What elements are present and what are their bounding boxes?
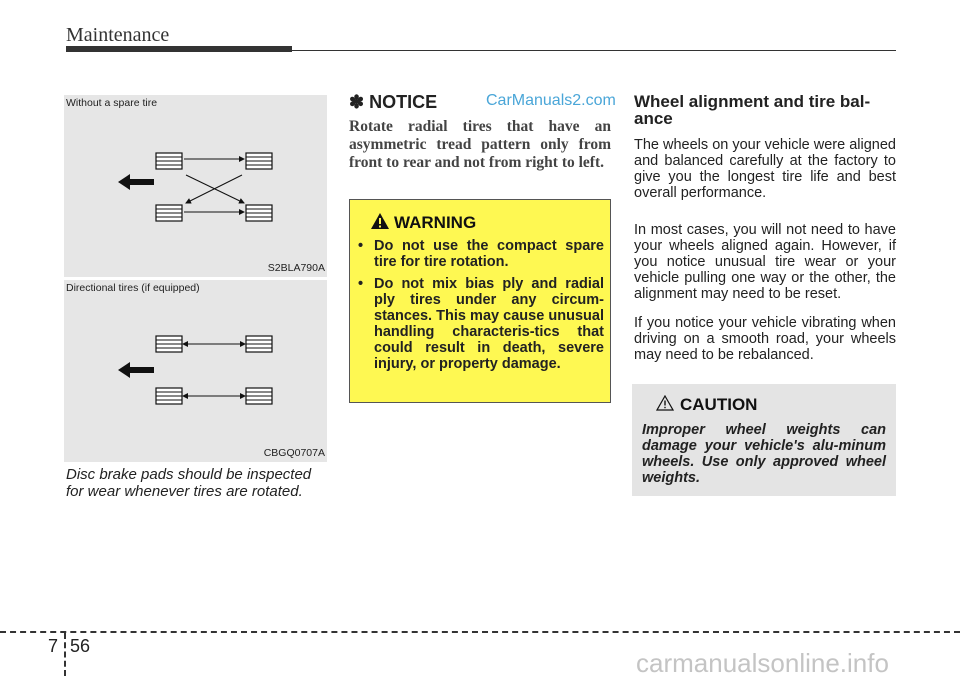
figure-code: CBGQ0707A: [263, 447, 325, 459]
footer-rule: [0, 631, 960, 633]
figure-code: S2BLA790A: [267, 262, 325, 274]
figure-label: Directional tires (if equipped): [66, 282, 200, 294]
wheel-alignment-paragraph: If you notice your vehicle vibrating when driving on a smooth road, your wheels may need to be rebalanced.: [634, 315, 896, 363]
tire-icon: [246, 336, 272, 352]
warning-heading: [370, 212, 476, 233]
front-direction-arrow-icon: [118, 362, 154, 378]
header-rule-thin: [292, 50, 896, 51]
warning-item: • Do not use the compact spare tire for tire rotation.: [358, 238, 604, 270]
page-number: 56: [70, 636, 91, 656]
warning-box: [349, 199, 611, 403]
watermark-top[interactable]: CarManuals2.com: [486, 92, 616, 109]
notice-title: ✽ NOTICE: [349, 92, 438, 112]
watermark-bottom[interactable]: carmanualsonline.info: [636, 648, 889, 678]
rotation-diagram-no-spare: [64, 95, 327, 277]
caution-text: Improper wheel weights can damage your vehicle's alu-minum wheels. Use only approved wheel weights.: [642, 422, 886, 486]
wheel-alignment-title: Wheel alignment and tire bal-ance: [634, 92, 871, 128]
tire-icon: [156, 205, 182, 221]
tire-icon: [156, 336, 182, 352]
wheel-alignment-paragraph: In most cases, you will not need to have your wheels aligned again. However, if you notice unusual tire wear or your vehicle pulling one way or the other, the alignment may need to be reset.: [634, 222, 896, 302]
notice-text: Rotate radial tires that have an asymmetric tread pattern only from front to rear and not from right to left.: [349, 118, 611, 171]
front-direction-arrow-icon: [118, 174, 154, 190]
tire-icon: [156, 388, 182, 404]
figure-caption: Disc brake pads should be inspected for wear whenever tires are rotated.: [66, 466, 312, 500]
warning-item-text: Do not mix bias ply and radial ply tires under any circum-stances. This may cause unusual handling characteris-tics that could result in death, severe injury, or property damage.: [374, 276, 604, 372]
section-title: Maintenance: [66, 24, 170, 46]
chapter-number: 7: [48, 636, 59, 656]
caution-box: [632, 384, 896, 496]
tire-icon: [246, 205, 272, 221]
footer-divider: [64, 633, 66, 676]
warning-item-text: Do not use the compact spare tire for tire rotation.: [374, 238, 604, 270]
tire-icon: [246, 153, 272, 169]
figure-label: Without a spare tire: [66, 97, 158, 109]
caution-heading: [656, 395, 757, 415]
rotation-diagram-graphic: [64, 95, 327, 277]
header-rule-thick: [66, 46, 292, 52]
tire-icon: [156, 153, 182, 169]
caution-triangle-icon: [656, 395, 674, 411]
tire-icon: [246, 388, 272, 404]
warning-triangle-icon: [370, 212, 390, 230]
rotation-diagram-graphic: [64, 280, 327, 462]
warning-item: • Do not mix bias ply and radial ply tires under any circum-stances. This may cause unusual handling characteris-tics that could result in death, severe injury, or property damage.: [358, 276, 604, 372]
warning-list: [358, 238, 604, 378]
wheel-alignment-paragraph: The wheels on your vehicle were aligned and balanced carefully at the factory to give you the longest tire life and best overall performance.: [634, 137, 896, 201]
warning-title: WARNING: [394, 213, 477, 232]
rotation-diagram-directional: [64, 280, 327, 462]
caution-title: CAUTION: [680, 395, 758, 414]
